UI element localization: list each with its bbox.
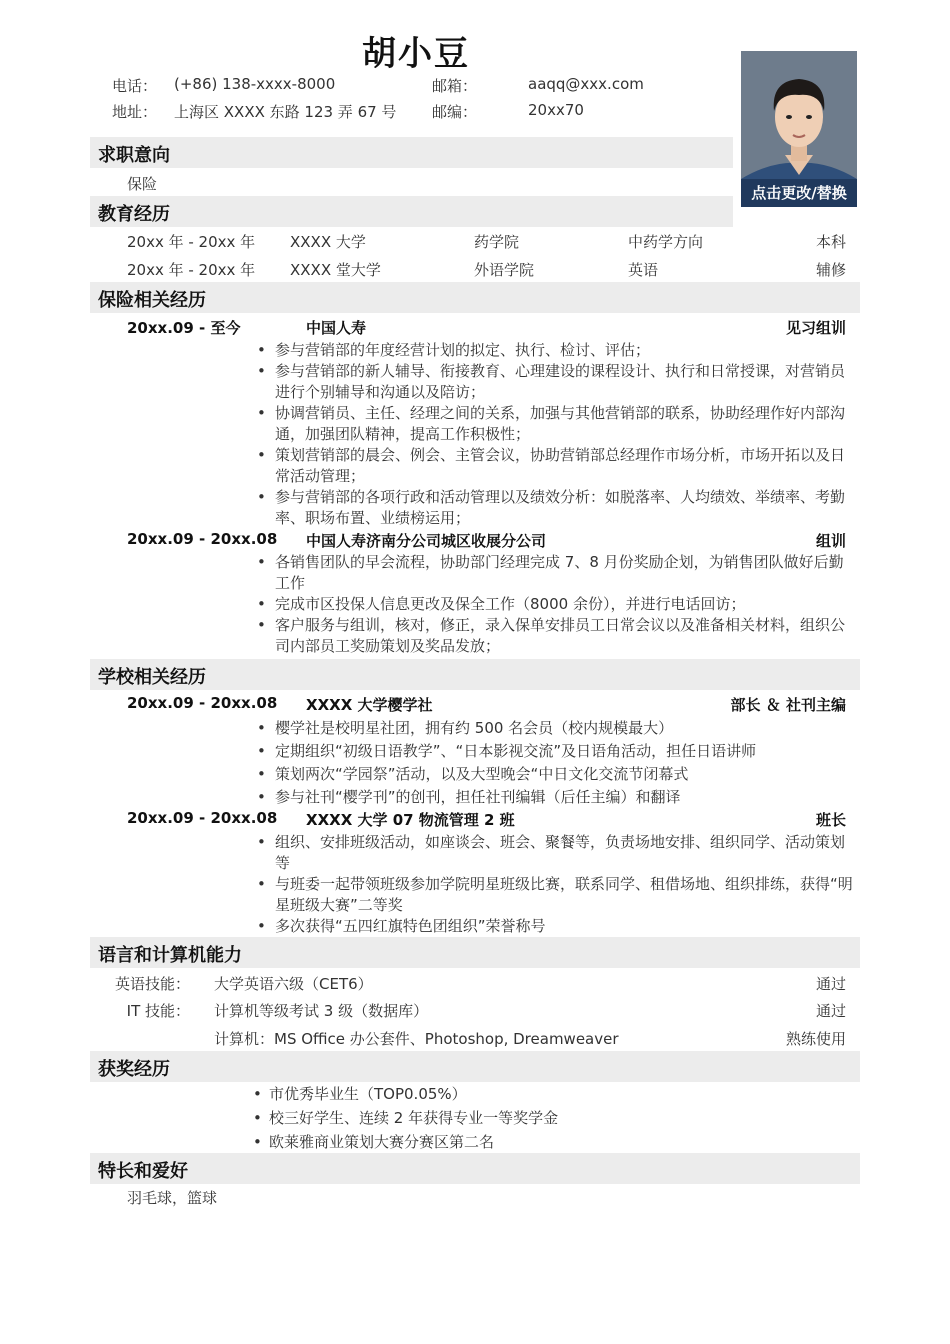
- edu-major: 中药学方向: [628, 233, 704, 251]
- job-org: 中国人寿: [306, 319, 367, 337]
- list-item: • 定期组织“初级日语教学”、“日本影视交流”及日语角活动，担任日语讲师: [257, 740, 857, 763]
- section-header-skills: [90, 937, 860, 968]
- email-label: 邮箱：: [432, 77, 478, 95]
- skill-desc: 大学英语六级（CET6）: [214, 975, 373, 993]
- section-title: 学校相关经历: [98, 667, 206, 688]
- edu-degree: 本科: [815, 233, 846, 251]
- job-duties-list: [257, 717, 857, 809]
- list-item: • 校三好学生、连续 2 年获得专业一等奖学金: [253, 1106, 753, 1130]
- skill-level: 通过: [815, 1002, 846, 1020]
- skill-label: 英语技能：: [114, 975, 190, 993]
- list-item: • 参与营销部的各项行政和活动管理以及绩效分析：如脱落率、人均绩效、举绩率、考勤率、职场布置、业绩榜运用；: [257, 487, 857, 529]
- section-title: 特长和爱好: [98, 1161, 188, 1182]
- list-item: • 组织、安排班级活动，如座谈会、班会、聚餐等，负责场地安排、组织同学、活动策划等: [257, 832, 857, 874]
- section-header-awards: [90, 1051, 860, 1082]
- section-header-intent: [90, 137, 733, 168]
- list-item: • 市优秀毕业生（TOP0.05%）: [253, 1082, 753, 1106]
- intent-value: 保险: [127, 175, 158, 193]
- hobbies-value: 羽毛球，篮球: [127, 1189, 218, 1207]
- job-period: 20xx.09 - 20xx.08: [127, 809, 278, 827]
- section-header-education: [90, 196, 733, 227]
- list-item: • 欧莱雅商业策划大赛分赛区第二名: [253, 1130, 753, 1154]
- job-org: 中国人寿济南分公司城区收展分公司: [306, 532, 547, 550]
- awards-list: [253, 1082, 753, 1154]
- job-org: XXXX 大学樱学社: [306, 696, 433, 714]
- job-duties-list: [257, 832, 857, 937]
- job-period: 20xx.09 - 至今: [127, 319, 241, 337]
- list-item: • 策划两次“学园祭”活动，以及大型晚会“中日文化交流节闭幕式: [257, 763, 857, 786]
- edu-period: 20xx 年 - 20xx 年: [127, 261, 256, 279]
- address-label: 地址：: [112, 103, 158, 121]
- edu-college: 外语学院: [474, 261, 535, 279]
- skill-desc: 计算机：MS Office 办公套件、Photoshop, Dreamweaver: [214, 1030, 619, 1048]
- section-header-hobbies: [90, 1153, 860, 1184]
- section-title: 获奖经历: [98, 1059, 170, 1080]
- section-title: 保险相关经历: [98, 290, 206, 311]
- job-duties-list: [257, 552, 857, 657]
- job-role: 班长: [815, 811, 846, 829]
- edu-degree: 辅修: [815, 261, 846, 279]
- job-role: 部长 ＆ 社刊主编: [730, 696, 846, 714]
- section-title: 教育经历: [98, 204, 170, 225]
- photo-change-caption[interactable]: 点击更改/替换: [741, 179, 857, 207]
- section-title: 求职意向: [98, 145, 170, 166]
- skill-label: IT 技能：: [126, 1002, 190, 1020]
- edu-school: XXXX 大学: [290, 233, 366, 251]
- section-title: 语言和计算机能力: [98, 945, 242, 966]
- candidate-name: 胡小豆: [362, 34, 470, 74]
- edu-major: 英语: [628, 261, 659, 279]
- phone-value: (+86) 138-xxxx-8000: [174, 75, 336, 93]
- list-item: • 各销售团队的早会流程，协助部门经理完成 7、8 月份奖励企划，为销售团队做好后勤工作: [257, 552, 857, 594]
- section-header-school: [90, 659, 860, 690]
- postcode-value: 20xx70: [528, 101, 584, 119]
- profile-photo[interactable]: [741, 51, 857, 207]
- job-org: XXXX 大学 07 物流管理 2 班: [306, 811, 515, 829]
- postcode-label: 邮编：: [432, 103, 478, 121]
- section-header-insurance: [90, 282, 860, 313]
- skill-level: 通过: [815, 975, 846, 993]
- email-value: aaqq@xxx.com: [528, 75, 644, 93]
- list-item: • 参与社刊“樱学刊”的创刊，担任社刊编辑（后任主编）和翻译: [257, 786, 857, 809]
- job-duties-list: [257, 340, 857, 529]
- list-item: • 参与营销部的新人辅导、衔接教育、心理建设的课程设计、执行和日常授课，对营销员进行个别辅导和沟通以及陪访；: [257, 361, 857, 403]
- skill-level: 熟练使用: [785, 1030, 846, 1048]
- edu-college: 药学院: [474, 233, 520, 251]
- skill-desc: 计算机等级考试 3 级（数据库）: [214, 1002, 429, 1020]
- list-item: • 客户服务与组训，核对，修正，录入保单安排员工日常会议以及准备相关材料，组织公司内部员工奖励策划及奖品发放；: [257, 615, 857, 657]
- list-item: • 樱学社是校明星社团，拥有约 500 名会员（校内规模最大）: [257, 717, 857, 740]
- list-item: • 多次获得“五四红旗特色团组织”荣誉称号: [257, 916, 857, 937]
- list-item: • 协调营销员、主任、经理之间的关系，加强与其他营销部的联系，协助经理作好内部沟通，加强团队精神，提高工作积极性；: [257, 403, 857, 445]
- job-period: 20xx.09 - 20xx.08: [127, 694, 278, 712]
- edu-period: 20xx 年 - 20xx 年: [127, 233, 256, 251]
- job-role: 见习组训: [785, 319, 846, 337]
- list-item: • 完成市区投保人信息更改及保全工作（8000 余份），并进行电话回访；: [257, 594, 857, 615]
- job-period: 20xx.09 - 20xx.08: [127, 530, 278, 548]
- job-role: 组训: [815, 532, 846, 550]
- list-item: • 与班委一起带领班级参加学院明星班级比赛，联系同学、租借场地、组织排练，获得“明星班级大赛”二等奖: [257, 874, 857, 916]
- list-item: • 策划营销部的晨会、例会、主管会议，协助营销部总经理作市场分析，市场开拓以及日常活动管理；: [257, 445, 857, 487]
- edu-school: XXXX 堂大学: [290, 261, 381, 279]
- list-item: • 参与营销部的年度经营计划的拟定、执行、检讨、评估；: [257, 340, 857, 361]
- address-value: 上海区 XXXX 东路 123 弄 67 号: [174, 103, 397, 121]
- phone-label: 电话：: [112, 77, 158, 95]
